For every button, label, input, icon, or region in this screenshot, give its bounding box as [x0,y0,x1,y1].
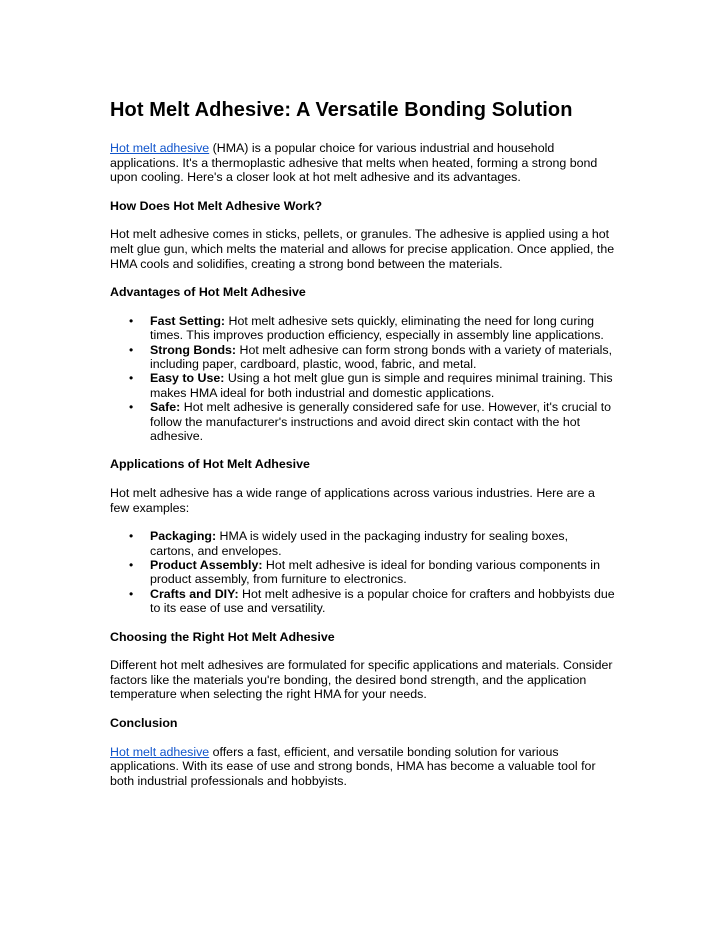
conclusion-text: offers a fast, efficient, and versatile bonding solution for various applications. With its ease of use and strong bonds, HMA has become a valuable tool for both industrial professionals and hobbyists. [110,744,596,788]
list-item [110,558,615,587]
item-text: Using a hot melt glue gun is simple and requires minimal training. This makes HMA ideal for both industrial and domestic applications. [150,371,613,400]
bullet-icon: • [129,400,134,415]
heading-choosing: Choosing the Right Hot Melt Adhesive [110,629,335,644]
item-term: Product Assembly: [150,558,263,572]
item-term: Easy to Use: [150,371,225,386]
list-item [110,529,615,558]
bullet-icon: • [129,313,134,328]
intro-text: (HMA) is a popular choice for various industrial and household applications. It's a thermoplastic adhesive that melts when heated, forming a strong bond upon cooling. Here's a closer look at hot melt adhesive and its advantages. [110,141,598,185]
item-text: Hot melt adhesive is ideal for bonding various components in product assembly, from furniture to electronics. [150,558,600,587]
list-item [110,343,615,372]
article-title: Hot Melt Adhesive: A Versatile Bonding Solution [110,99,573,121]
applications-paragraph: Hot melt adhesive has a wide range of applications across various industries. Here are a few examples: [110,486,595,515]
hot-melt-adhesive-link[interactable]: Hot melt adhesive [110,744,210,759]
heading-how-it-works: How Does Hot Melt Adhesive Work? [110,198,323,213]
article [110,98,615,802]
item-term: Fast Setting: [150,313,226,328]
applications-list [110,529,615,615]
list-item [110,400,615,443]
item-text: Hot melt adhesive sets quickly, eliminating the need for long curing times. This improves production efficiency, especially in assembly line applications. [150,313,604,343]
list-item [110,587,615,616]
list-item [110,371,615,400]
item-text: Hot melt adhesive is a popular choice for crafters and hobbyists due to its ease of use and versatility. [150,586,615,616]
bullet-icon: • [129,586,134,601]
bullet-icon: • [129,371,134,386]
item-text: Hot melt adhesive is generally considered safe for use. However, it's crucial to follow the manufacturer's instructions and avoid direct skin contact with the hot adhesive. [150,400,612,443]
item-text: Hot melt adhesive can form strong bonds with a variety of materials, including paper, cardboard, plastic, wood, fabric, and metal. [150,342,613,371]
heading-applications: Applications of Hot Melt Adhesive [110,457,310,472]
bullet-icon: • [129,529,134,544]
advantages-list [110,314,615,444]
item-term: Strong Bonds: [150,342,237,357]
hot-melt-adhesive-link[interactable]: Hot melt adhesive [110,141,210,155]
item-term: Crafts and DIY: [150,586,239,601]
bullet-icon: • [129,342,134,357]
item-term: Packaging: [150,529,217,544]
how-paragraph: Hot melt adhesive comes in sticks, pellets, or granules. The adhesive is applied using a hot melt glue gun, which melts the material and allows for precise application. Once applied, the HMA cools and solidifies, creating a strong bond between the materials. [110,227,615,271]
item-term: Safe: [150,400,181,415]
bullet-icon: • [129,558,134,572]
intro-paragraph [110,141,615,185]
heading-conclusion: Conclusion [110,716,178,730]
conclusion-paragraph [110,745,615,789]
list-item [110,314,615,343]
item-text: HMA is widely used in the packaging industry for sealing boxes, cartons, and envelopes. [150,529,569,558]
heading-advantages: Advantages of Hot Melt Adhesive [110,285,306,300]
choosing-paragraph: Different hot melt adhesives are formulated for specific applications and materials. Consider factors like the materials you're bonding, the desired bond strength, and the application temperature when selecting the right HMA for your needs. [110,658,613,702]
